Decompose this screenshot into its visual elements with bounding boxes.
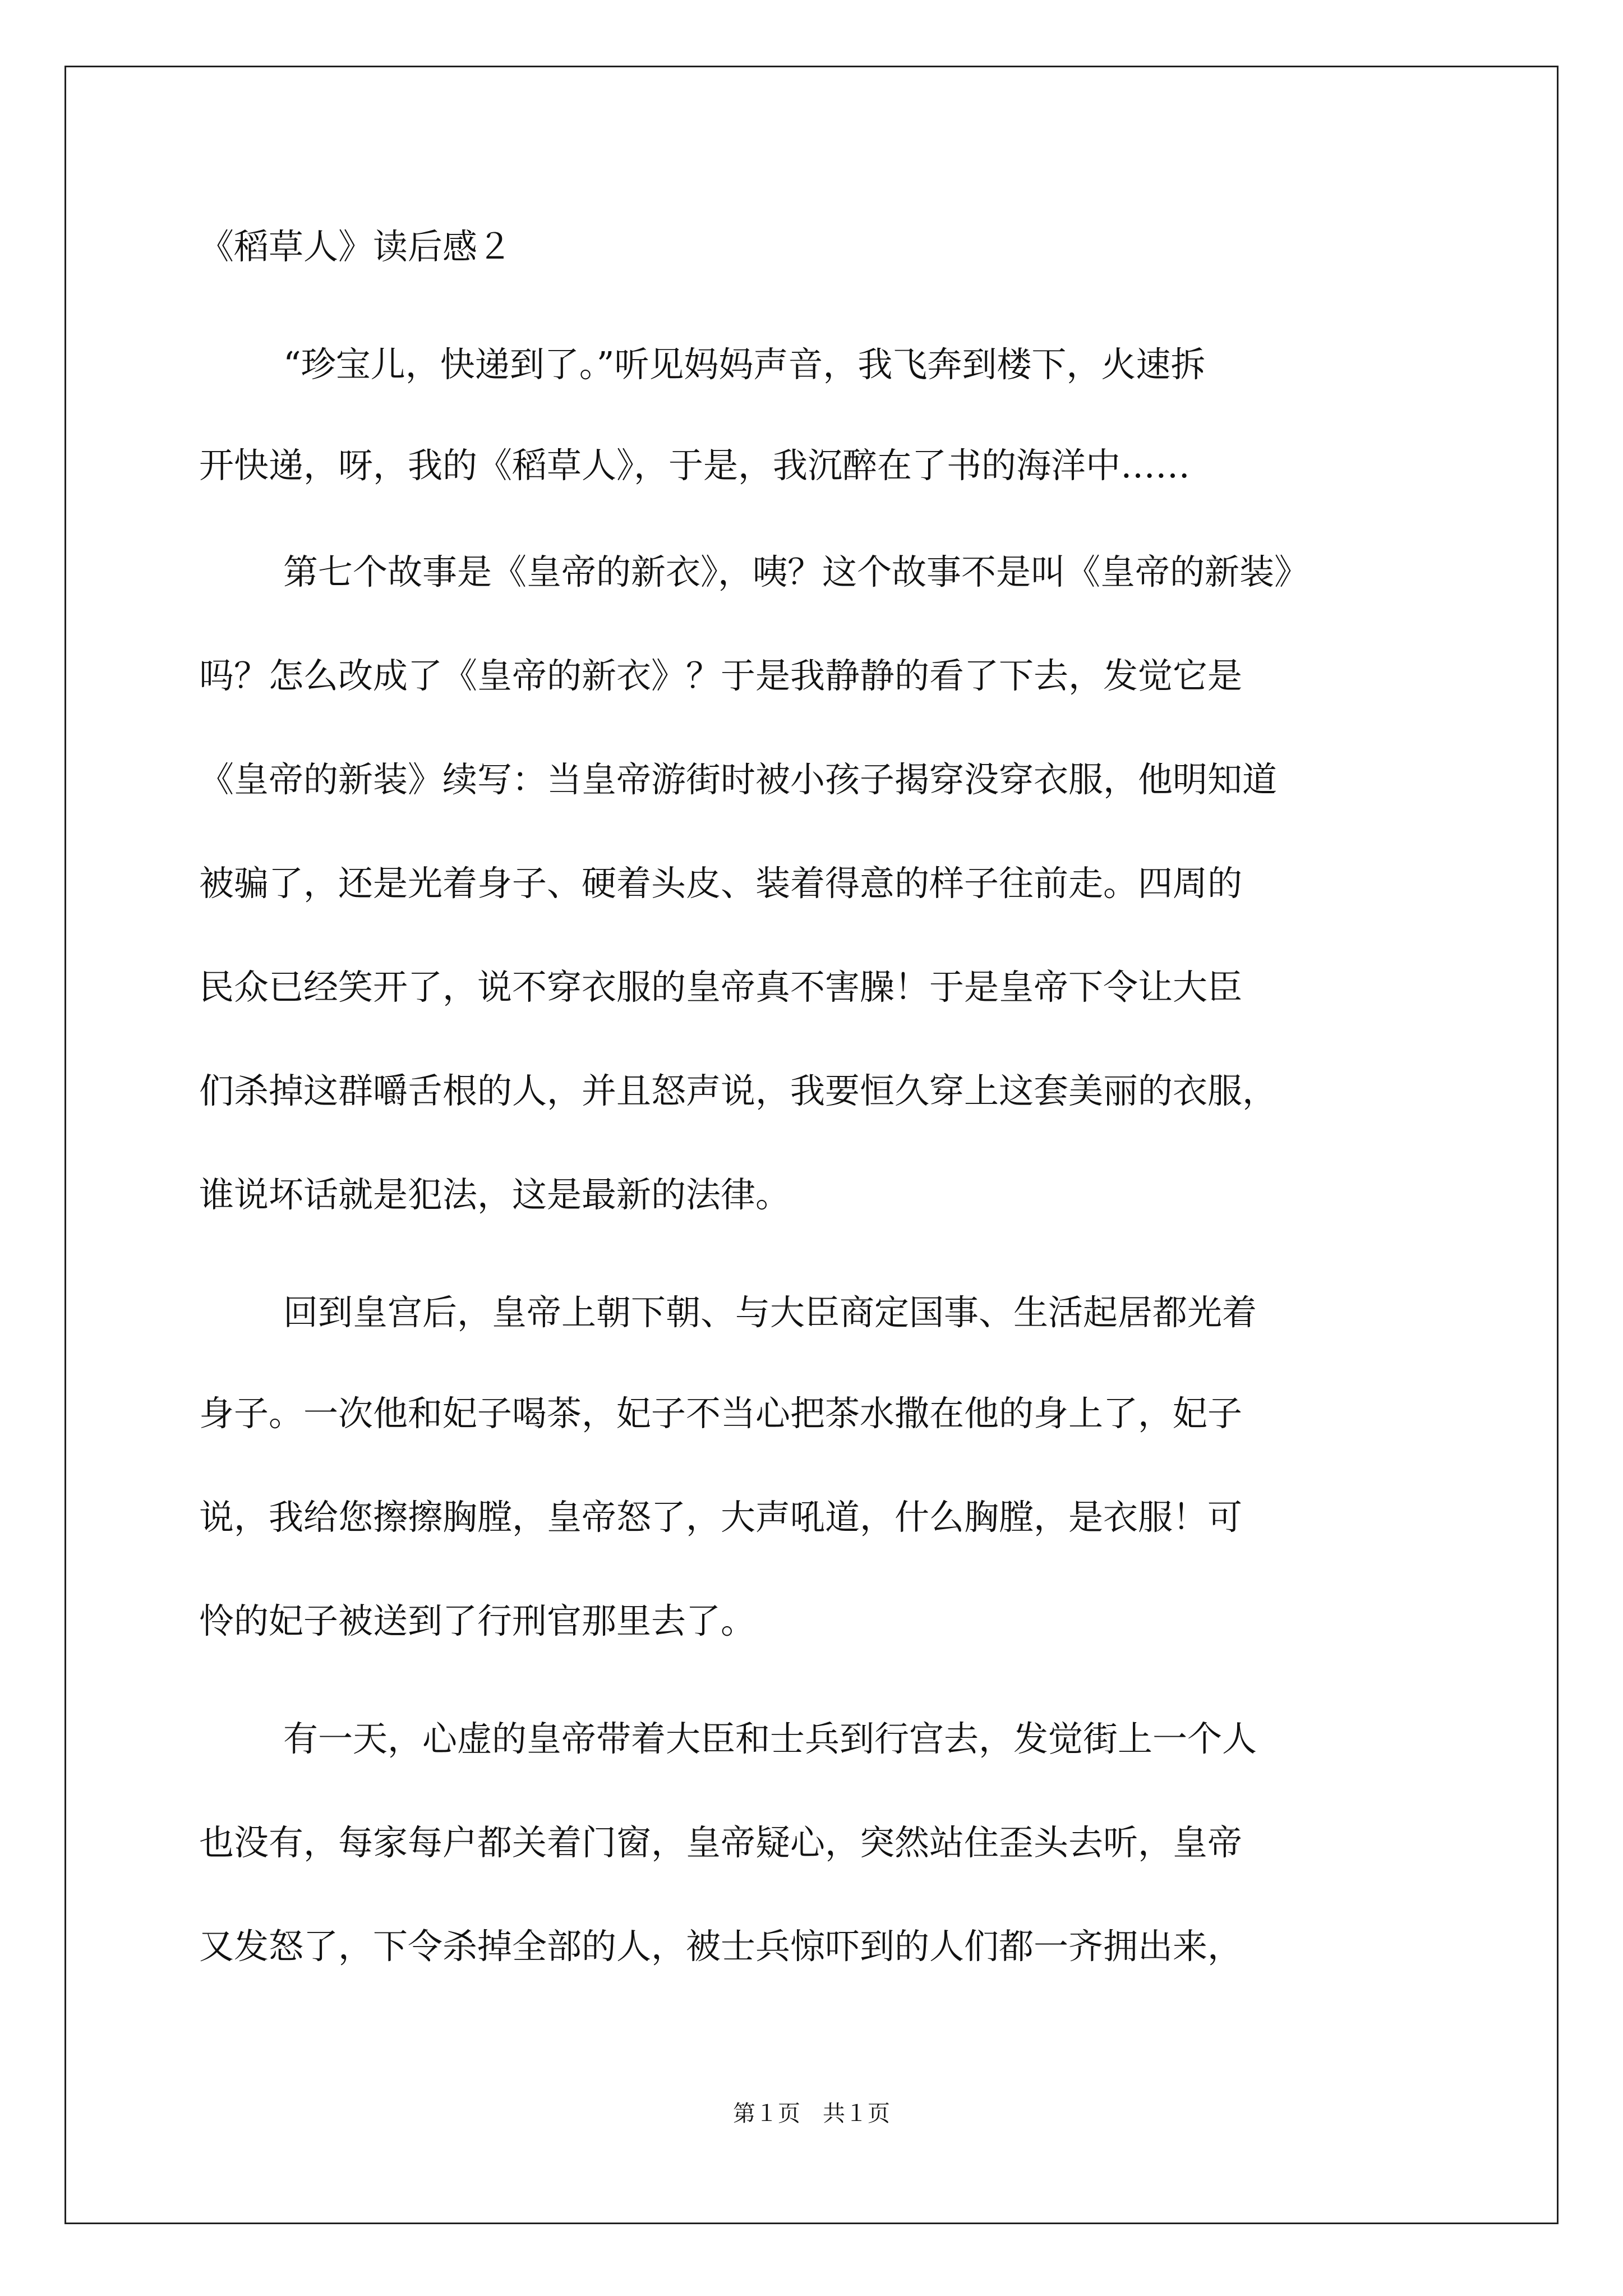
- text-line: 们杀掉这群嚼舌根的人，并且怒声说，我要恒久穿上这套美丽的衣服，: [199, 1070, 1278, 1111]
- text-line: “珍宝儿，快递到了。”听见妈妈声音，我飞奔到楼下，火速拆: [283, 344, 1206, 385]
- document-title: 《稻草人》读后感２: [199, 226, 513, 267]
- text-line: 吗？怎么改成了《皇帝的新衣》？于是我静静的看了下去，发觉它是: [199, 655, 1243, 696]
- text-line: 也没有，每家每户都关着门窗，皇帝疑心，突然站住歪头去听，皇帝: [199, 1822, 1243, 1863]
- text-line: 《皇帝的新装》续写：当皇帝游街时被小孩子揭穿没穿衣服，他明知道: [199, 759, 1278, 800]
- text-line: 有一天，心虚的皇帝带着大臣和士兵到行宫去，发觉街上一个人: [283, 1718, 1257, 1759]
- text-line: 第七个故事是《皇帝的新衣》，咦？这个故事不是叫《皇帝的新装》: [283, 551, 1310, 592]
- text-line: 被骗了，还是光着身子、硬着头皮、装着得意的样子往前走。四周的: [199, 863, 1243, 904]
- text-line: 回到皇宫后，皇帝上朝下朝、与大臣商定国事、生活起居都光着: [283, 1292, 1257, 1333]
- text-line: 民众已经笑开了，说不穿衣服的皇帝真不害臊！于是皇帝下令让大臣: [199, 967, 1243, 1007]
- text-line: 开快递，呀，我的《稻草人》，于是，我沉醉在了书的海洋中……: [199, 445, 1191, 486]
- text-line: 又发怒了，下令杀掉全部的人，被士兵惊吓到的人们都一齐拥出来，: [199, 1926, 1243, 1967]
- page-border: [64, 66, 1559, 2224]
- text-line: 说，我给您擦擦胸膛，皇帝怒了，大声吼道，什么胸膛，是衣服！可: [199, 1497, 1243, 1538]
- text-line: 怜的妃子被送到了行刑官那里去了。: [199, 1600, 756, 1641]
- page-footer: 第１页 共１页: [733, 2101, 890, 2127]
- text-line: 谁说坏话就是犯法，这是最新的法律。: [199, 1174, 791, 1215]
- text-line: 身子。一次他和妃子喝茶，妃子不当心把茶水撒在他的身上了，妃子: [199, 1393, 1243, 1434]
